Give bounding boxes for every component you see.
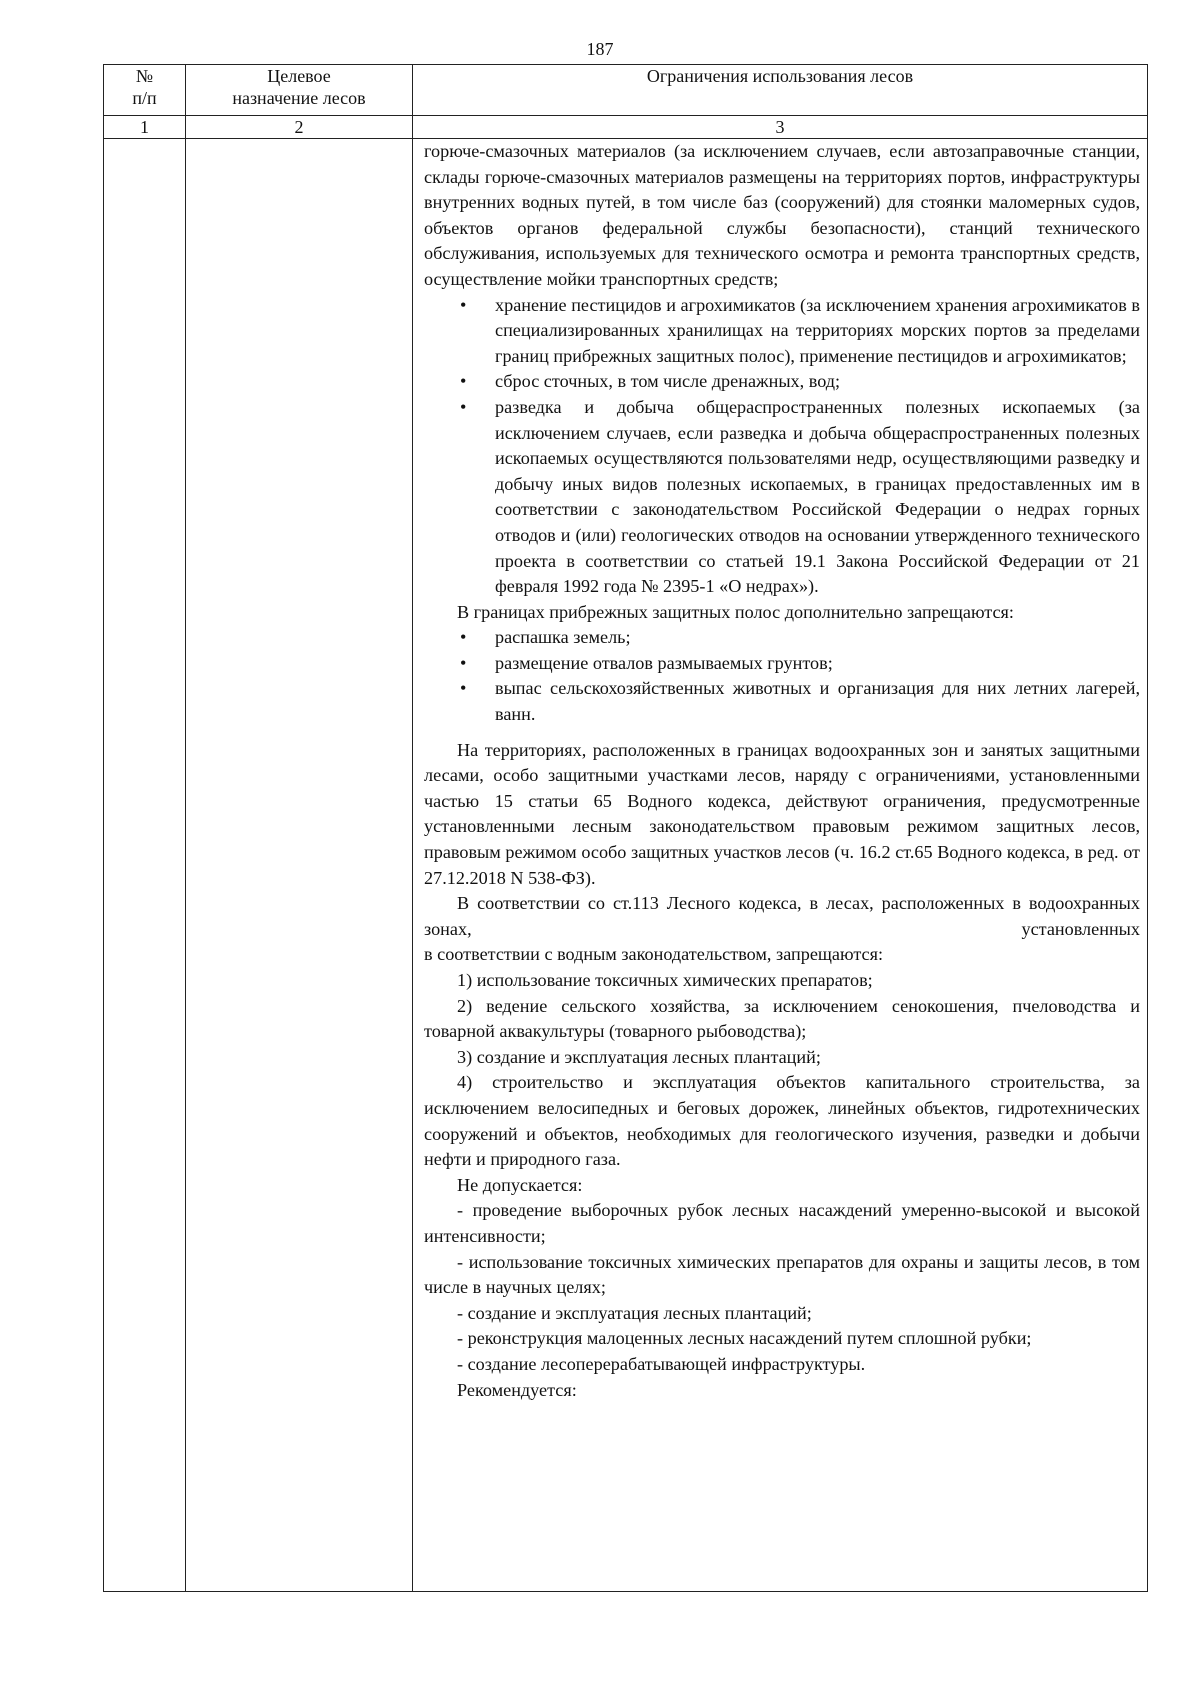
bullet-marker: • <box>460 678 467 699</box>
column-number-row <box>104 116 1148 139</box>
column-number-2: 2 <box>186 116 413 139</box>
header-purpose-line2: назначение лесов <box>232 88 366 108</box>
bullet-text: размещение отвалов размываемых грунтов; <box>495 652 833 673</box>
bullet-item <box>424 293 1140 370</box>
header-purpose <box>186 65 413 116</box>
bullet-item <box>424 395 1140 600</box>
bullet-item <box>424 369 1140 395</box>
dash-item-3: - создание и эксплуатация лесных плантаций; <box>457 1302 812 1323</box>
header-restrictions: Ограничения использования лесов <box>413 65 1148 116</box>
dash-item-2: - использование токсичных химических препаратов для охраны и защиты лесов, в том числе в научных целях; <box>424 1251 1140 1298</box>
bullet-item <box>424 625 1140 651</box>
paragraph-fuel-materials: горюче-смазочных материалов (за исключением случаев, если автозаправочные станции, склады горюче-смазочных материалов размещены на территориях портов, инфраструктуры внутренних водных путей, в том числе баз (сооружений) для стоянки маломерных судов, объектов органов федеральной службы безопасности), станций технического обслуживания, используемых для технического осмотра и ремонта транспортных средств, осуществление мойки транспортных средств; <box>424 141 1140 289</box>
numbered-item-3: 3) создание и эксплуатация лесных плантаций; <box>457 1046 821 1067</box>
dash-item-4: - реконструкция малоценных лесных насаждений путем сплошной рубки; <box>457 1328 1032 1349</box>
paragraph-water-protection-zones: На территориях, расположенных в границах водоохранных зон и занятых защитными лесами, особо защитными участками лесов, наряду с ограничениями, установленными частью 15 статьи 65 Водного кодекса, действуют ограничения, предусмотренные установленными лесным законодательством правовым режимом защитных лесов, правовым режимом особо защитных участков лесов (ч. 16.2 ст.65 Водного кодекса, в ред. от 27.12.2018 N 538-ФЗ). <box>424 739 1140 888</box>
paragraph-forest-code-prohibited: в соответствии с водным законодательством, запрещаются: <box>424 944 884 965</box>
page-number: 187 <box>586 39 614 59</box>
table-header-row <box>104 65 1148 116</box>
bullet-item <box>424 676 1140 727</box>
bullet-item <box>424 651 1140 677</box>
numbered-item-1: 1) использование токсичных химических препаратов; <box>457 970 873 990</box>
cell-purpose <box>186 139 413 1592</box>
cell-number <box>104 139 186 1592</box>
bullet-text: сброс сточных, в том числе дренажных, вод; <box>495 371 841 392</box>
paragraph-coastal-strips: В границах прибрежных защитных полос дополнительно запрещаются: <box>457 601 1014 622</box>
dash-item-1: - проведение выборочных рубок лесных насаждений умеренно-высокой и высокой интенсивности; <box>424 1200 1140 1246</box>
numbered-item-2: 2) ведение сельского хозяйства, за исключением сенокошения, пчеловодства и товарной аквакультуры (товарного рыбоводства); <box>424 995 1140 1042</box>
bullet-text: хранение пестицидов и агрохимикатов (за исключением хранения агрохимикатов в специализированных хранилищах на территориях морских портов за пределами границ прибрежных защитных полос), применение пестицидов и агрохимикатов; <box>495 294 1140 366</box>
bullet-marker: • <box>460 294 467 315</box>
dash-item-5: - создание лесоперерабатывающей инфраструктуры. <box>457 1353 866 1374</box>
paragraph-forest-code-intro: В соответствии со ст.113 Лесного кодекса, в лесах, расположенных в водоохранных зонах, установленных <box>424 893 1140 939</box>
bullet-marker: • <box>460 627 467 648</box>
paragraph-gap <box>424 728 1140 738</box>
header-purpose-line1: Целевое <box>267 66 331 86</box>
bullet-marker: • <box>460 396 467 417</box>
bullet-text: распашка земель; <box>495 627 631 648</box>
bullet-marker: • <box>460 652 467 673</box>
restrictions-table <box>103 64 1148 1592</box>
header-number-symbol: № <box>135 66 154 86</box>
header-number-abbr: п/п <box>132 88 157 108</box>
numbered-item-4: 4) строительство и эксплуатация объектов капитального строительства, за исключением велосипедных и беговых дорожек, линейных объектов, гидротехнических сооружений и объектов, необходимых для геологического изучения, разведки и добычи нефти и природного газа. <box>424 1072 1140 1170</box>
paragraph-recommended: Рекомендуется: <box>457 1379 577 1400</box>
paragraph-not-allowed: Не допускается: <box>457 1174 583 1195</box>
cell-restrictions <box>413 139 1148 1592</box>
bullet-text: разведка и добыча общераспространенных полезных ископаемых (за исключением случаев, если разведка и добыча общераспространенных полезных ископаемых осуществляются пользователями недр, осуществляющими разведку и добычу иных видов полезных ископаемых, в границах предоставленных им в соответствии с законодательством Российской Федерации о недрах горных отводов и (или) геологических отводов на основании утвержденного технического проекта в соответствии со статьей 19.1 Закона Российской Федерации от 21 февраля 1992 года № 2395-1 «О недрах»). <box>495 396 1140 597</box>
column-number-1: 1 <box>104 116 186 139</box>
header-number <box>104 65 186 116</box>
bullet-marker: • <box>460 371 467 392</box>
bullet-text: выпас сельскохозяйственных животных и организация для них летних лагерей, ванн. <box>495 678 1140 725</box>
column-number-3: 3 <box>413 116 1148 139</box>
table-row <box>104 139 1148 1592</box>
